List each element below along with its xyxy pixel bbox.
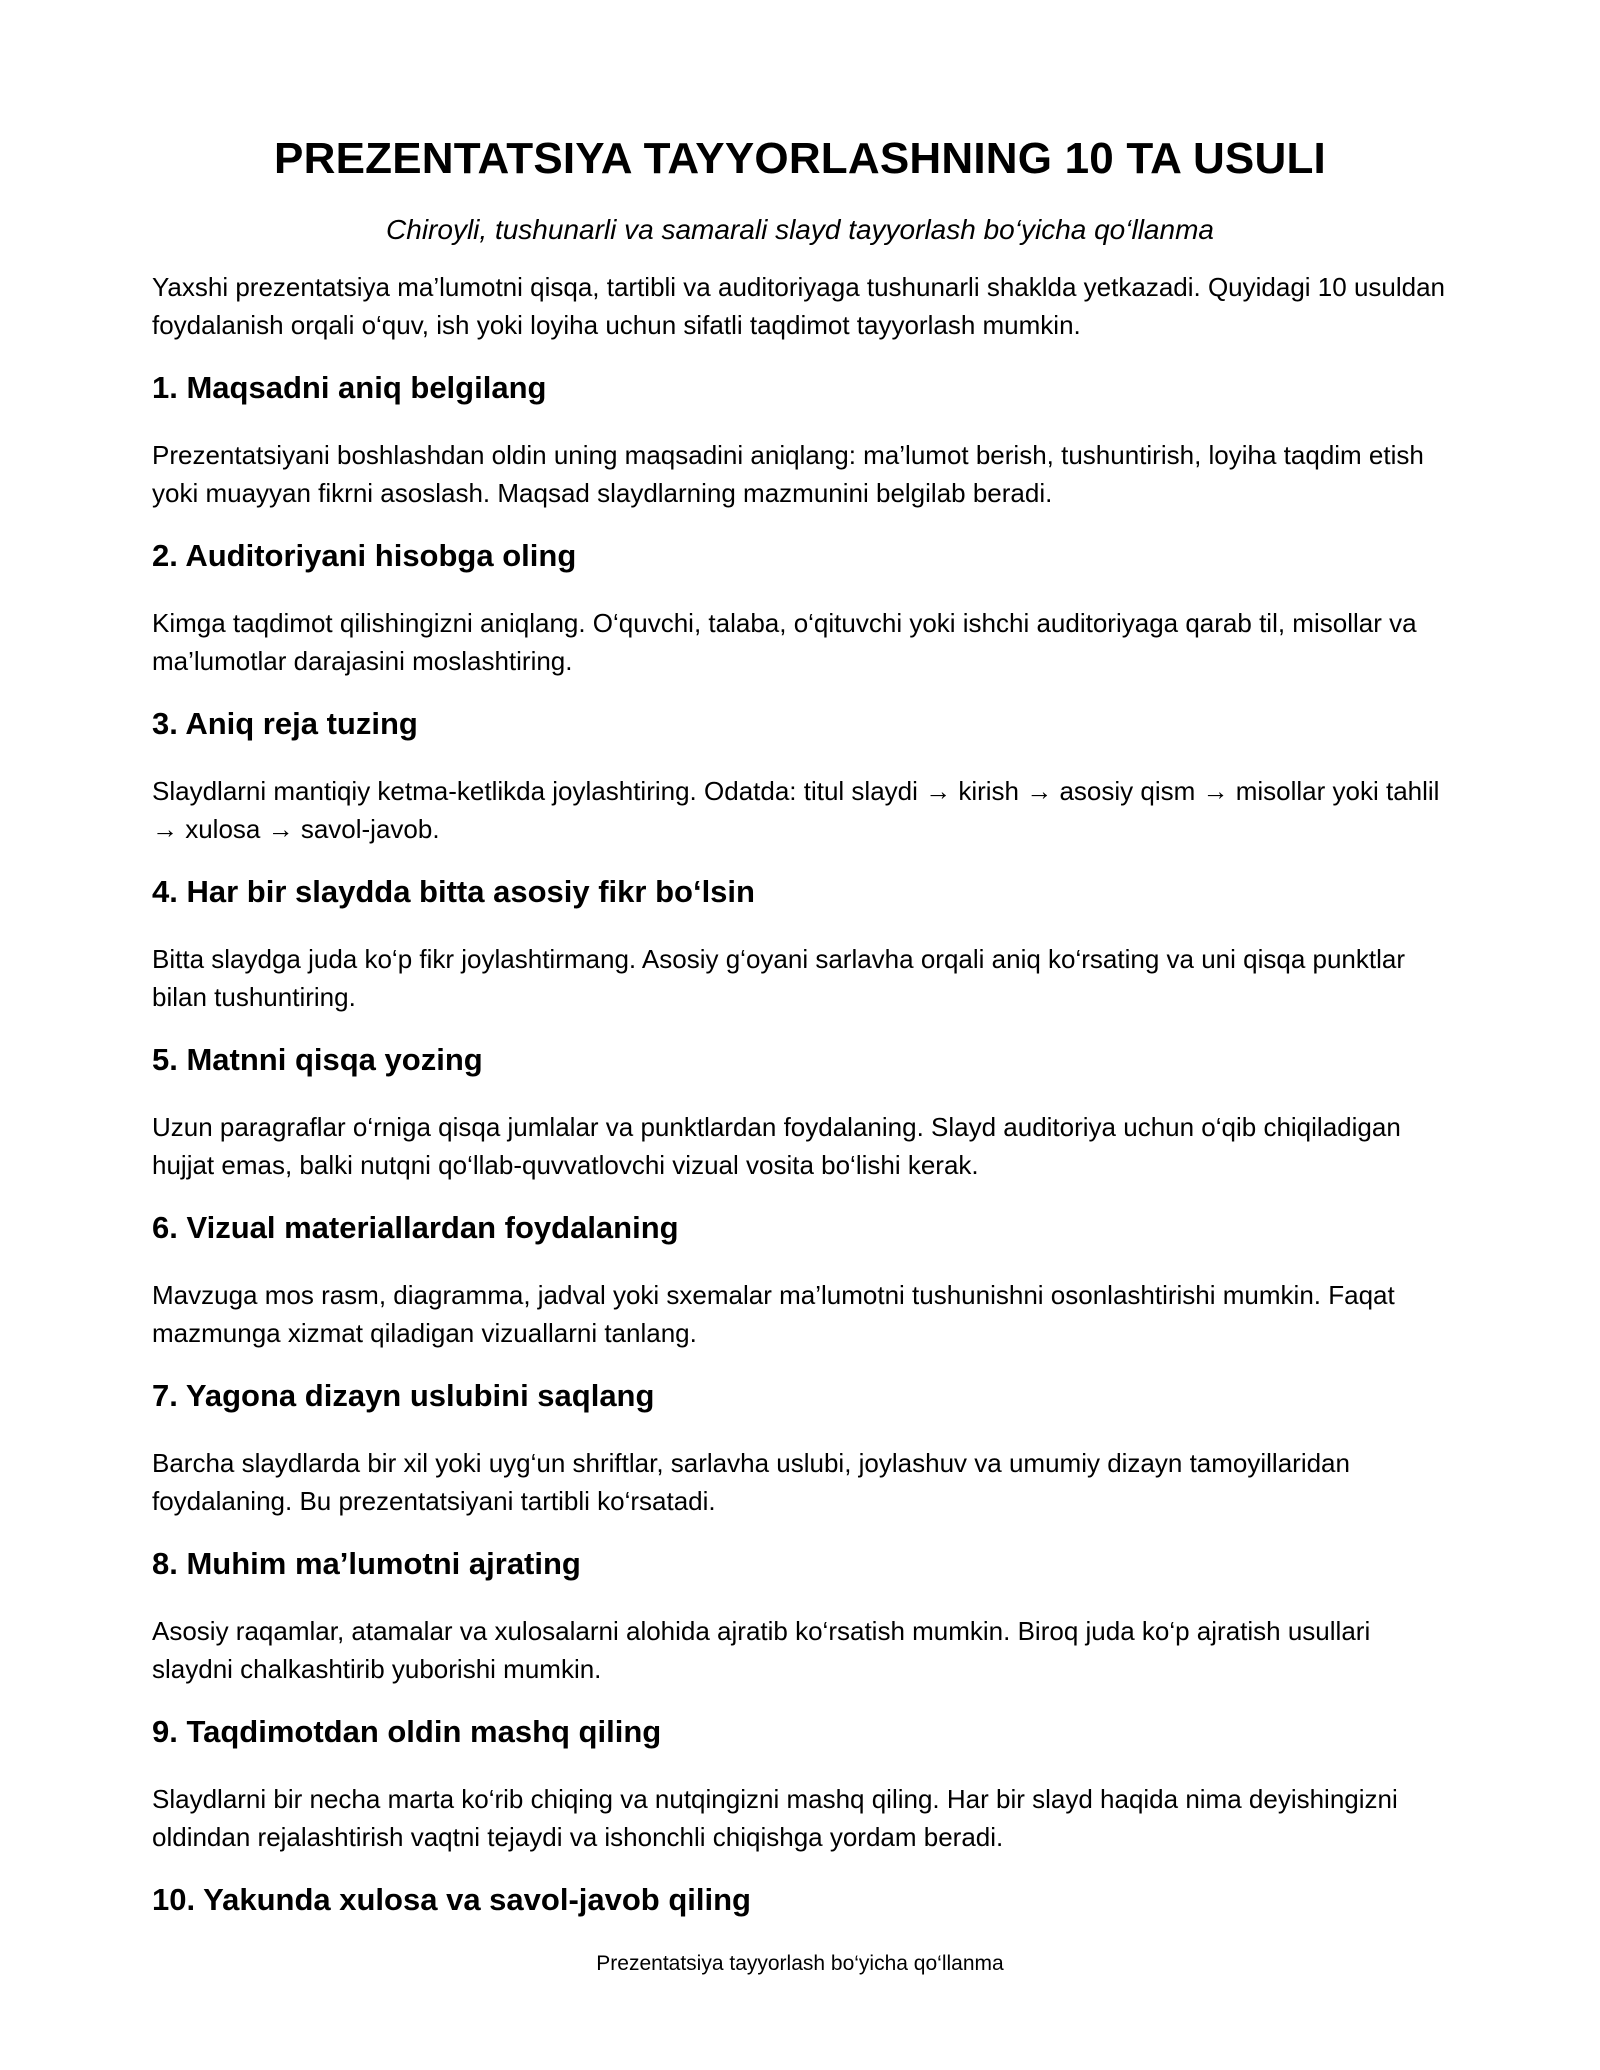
document-subtitle: Chiroyli, tushunarli va samarali slayd tayyorlash bo‘yicha qo‘llanma <box>386 214 1214 245</box>
section-heading: 7. Yagona dizayn uslubini saqlang <box>152 1378 655 1413</box>
section-2 <box>152 536 1448 680</box>
section-10 <box>152 1880 1448 1920</box>
section-body: Uzun paragraflar o‘rniga qisqa jumlalar va punktlardan foydalaning. Slayd auditoriya uchun o‘qib chiqiladigan hujjat emas, balki nutqni qo‘llab-quvvatlovchi vizual vosita bo‘lishi kerak. <box>152 1112 1401 1180</box>
section-body: Asosiy raqamlar, atamalar va xulosalarni alohida ajratib ko‘rsatish mumkin. Biroq juda ko‘p ajratish usullari slaydni chalkashtirib yuborishi mumkin. <box>152 1616 1371 1684</box>
section-heading: 5. Matnni qisqa yozing <box>152 1042 483 1077</box>
section-7 <box>152 1376 1448 1520</box>
section-heading: 6. Vizual materiallardan foydalaning <box>152 1210 679 1245</box>
section-6 <box>152 1208 1448 1352</box>
section-body: Mavzuga mos rasm, diagramma, jadval yoki sxemalar ma’lumotni tushunishni osonlashtirishi mumkin. Faqat mazmunga xizmat qiladigan vizuallarni tanlang. <box>152 1280 1395 1348</box>
page-footer: Prezentatsiya tayyorlash bo‘yicha qo‘llanma <box>596 1952 1004 1975</box>
section-heading: 9. Taqdimotdan oldin mashq qiling <box>152 1714 662 1749</box>
section-body: Bitta slaydga juda ko‘p fikr joylashtirmang. Asosiy g‘oyani sarlavha orqali aniq ko‘rsating va uni qisqa punktlar bilan tushuntiring. <box>152 944 1406 1012</box>
section-body: Kimga taqdimot qilishingizni aniqlang. O‘quvchi, talaba, o‘qituvchi yoki ishchi auditoriyaga qarab til, misollar va ma’lumotlar darajasini moslashtiring. <box>152 608 1417 676</box>
section-heading: 10. Yakunda xulosa va savol-javob qiling <box>152 1882 751 1917</box>
section-body: Prezentatsiyani boshlashdan oldin uning maqsadini aniqlang: ma’lumot berish, tushuntirish, loyiha taqdim etish yoki muayyan fikrni asoslash. Maqsad slaydlarning mazmunini belgilab beradi. <box>152 440 1424 508</box>
section-8 <box>152 1544 1448 1688</box>
section-heading: 8. Muhim ma’lumotni ajrating <box>152 1546 581 1581</box>
section-5 <box>152 1040 1448 1184</box>
section-body: Slaydlarni bir necha marta ko‘rib chiqing va nutqingizni mashq qiling. Har bir slayd haqida nima deyishingizni oldindan rejalashtirish vaqtni tejaydi va ishonchli chiqishga yordam beradi. <box>152 1784 1398 1852</box>
section-heading: 4. Har bir slaydda bitta asosiy fikr bo‘lsin <box>152 874 755 909</box>
section-heading: 3. Aniq reja tuzing <box>152 706 418 741</box>
section-body: Barcha slaydlarda bir xil yoki uyg‘un shriftlar, sarlavha uslubi, joylashuv va umumiy dizayn tamoyillaridan foydalaning. Bu prezentatsiyani tartibli ko‘rsatadi. <box>152 1448 1350 1516</box>
intro-paragraph: Yaxshi prezentatsiya ma’lumotni qisqa, tartibli va auditoriyaga tushunarli shaklda yetkazadi. Quyidagi 10 usuldan foydalanish orqali o‘quv, ish yoki loyiha uchun sifatli taqdimot tayyorlash mumkin. <box>152 272 1446 340</box>
section-1 <box>152 368 1448 512</box>
section-heading: 2. Auditoriyani hisobga oling <box>152 538 577 573</box>
document-page <box>152 128 1448 1920</box>
section-heading: 1. Maqsadni aniq belgilang <box>152 370 547 405</box>
section-3 <box>152 704 1448 848</box>
section-9 <box>152 1712 1448 1856</box>
section-4 <box>152 872 1448 1016</box>
document-title: PREZENTATSIYA TAYYORLASHNING 10 TA USULI <box>274 134 1326 183</box>
section-body: Slaydlarni mantiqiy ketma-ketlikda joylashtiring. Odatda: titul slaydi → kirish → asosiy qism → misollar yoki tahlil → xulosa → savol-javob. <box>152 776 1440 844</box>
